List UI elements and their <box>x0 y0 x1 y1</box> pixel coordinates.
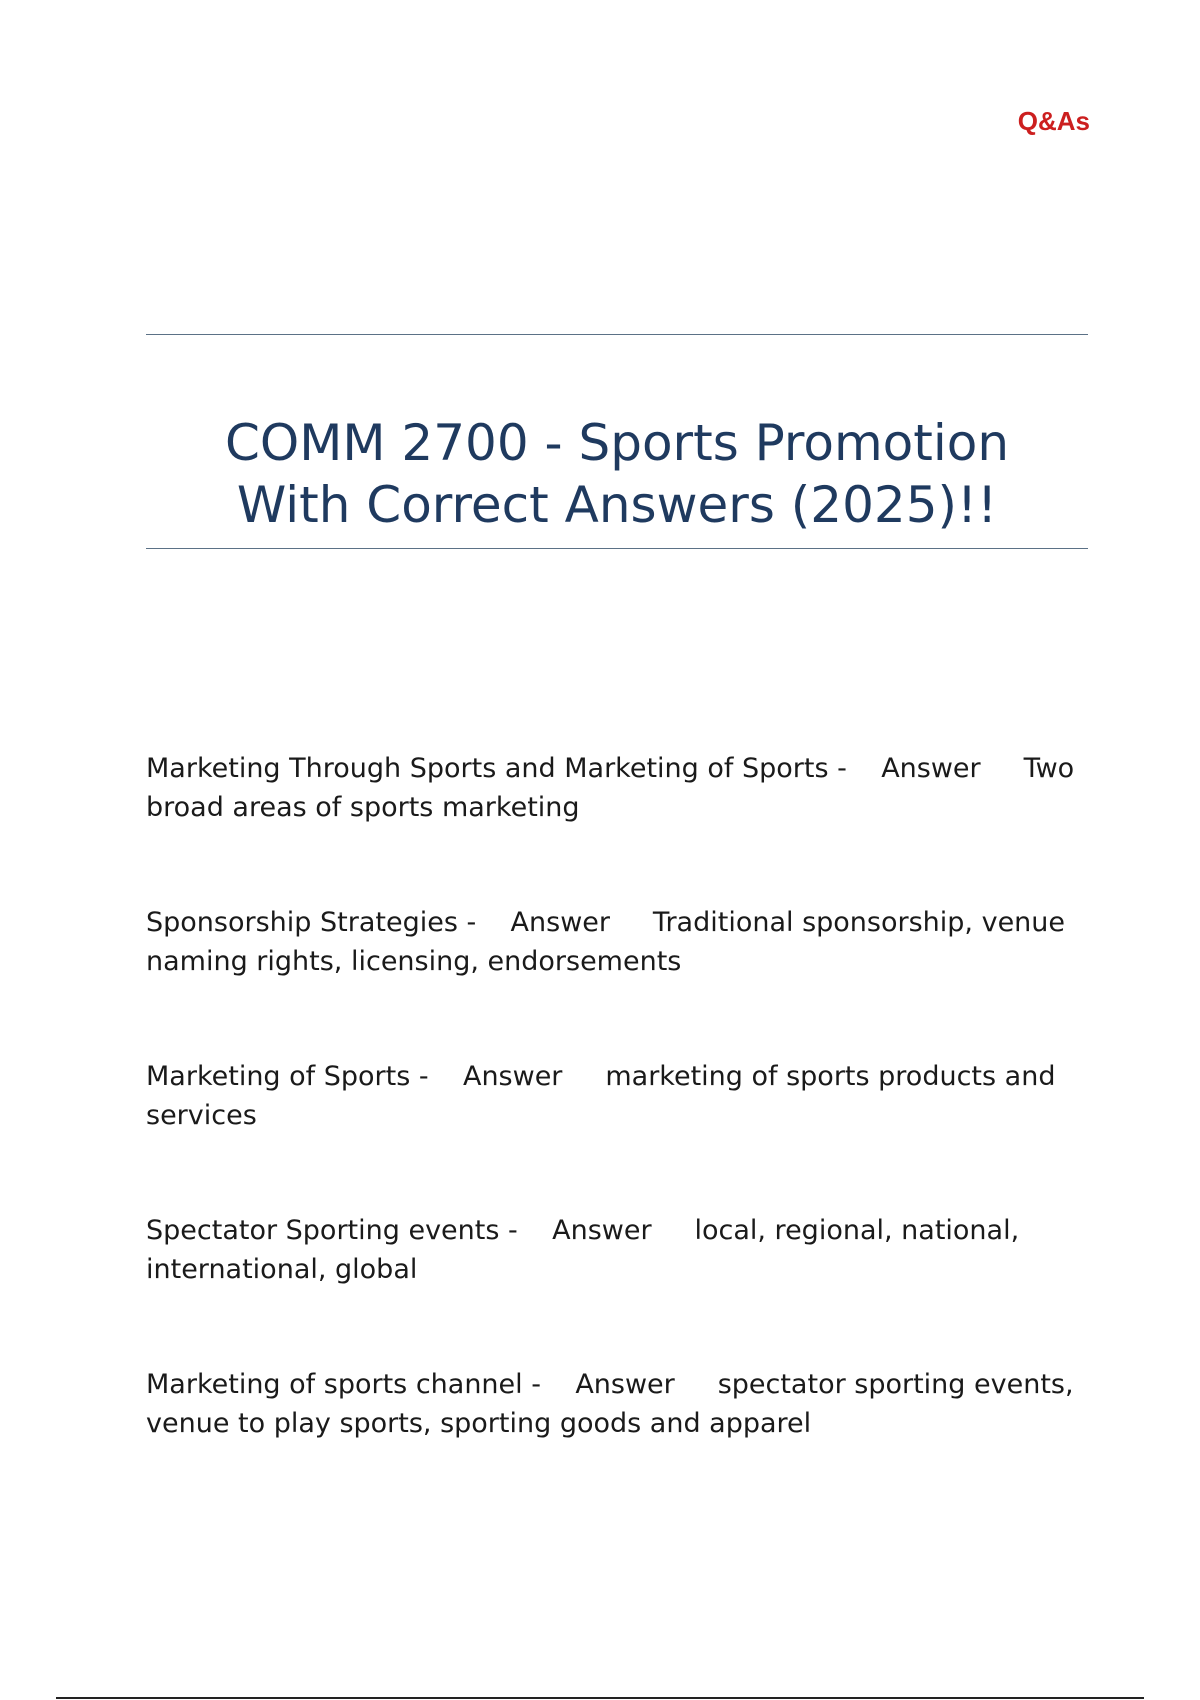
qa-item: Marketing of sports channel - Answer spectator sporting events, venue to play sports, sporting goods and apparel <box>146 1369 1083 1439</box>
qa-list <box>146 749 1088 1519</box>
title-line-1: COMM 2700 - Sports Promotion <box>224 414 1010 472</box>
qa-answer-label: Answer <box>881 753 981 784</box>
qa-term: Marketing of Sports <box>146 1061 411 1092</box>
qa-answer: Two broad areas of sports marketing <box>146 753 1083 823</box>
qa-answer: local, regional, national, international, global <box>146 1215 1028 1285</box>
title-bottom-divider <box>146 548 1088 549</box>
qa-term: Spectator Sporting events <box>146 1215 500 1246</box>
page-bottom-divider <box>56 1697 1144 1699</box>
qa-item: Sponsorship Strategies - Answer Traditional sponsorship, venue naming rights, licensing, endorsements <box>146 907 1074 977</box>
qa-answer-label: Answer <box>575 1369 675 1400</box>
qa-answer: spectator sporting events, venue to play sports, sporting goods and apparel <box>146 1369 1083 1439</box>
document-title <box>146 412 1088 536</box>
title-top-divider <box>146 334 1088 335</box>
qa-tag: Q&As <box>1017 106 1090 136</box>
qa-item: Marketing Through Sports and Marketing of Sports - Answer Two broad areas of sports marketing <box>146 753 1083 823</box>
title-line-2: With Correct Answers (2025)!! <box>236 476 998 534</box>
qa-answer-label: Answer <box>552 1215 652 1246</box>
qa-item: Marketing of Sports - Answer marketing of sports products and services <box>146 1061 1065 1131</box>
qa-item: Spectator Sporting events - Answer local, regional, national, international, global <box>146 1215 1028 1285</box>
qa-term: Sponsorship Strategies <box>146 907 458 938</box>
qa-answer: Traditional sponsorship, venue naming rights, licensing, endorsements <box>146 907 1074 977</box>
qa-answer-label: Answer <box>510 907 610 938</box>
qa-answer-label: Answer <box>462 1061 563 1092</box>
qa-answer: marketing of sports products and services <box>146 1061 1065 1131</box>
qa-term: Marketing of sports channel <box>146 1369 523 1400</box>
qa-term: Marketing Through Sports and Marketing of Sports <box>146 753 829 784</box>
